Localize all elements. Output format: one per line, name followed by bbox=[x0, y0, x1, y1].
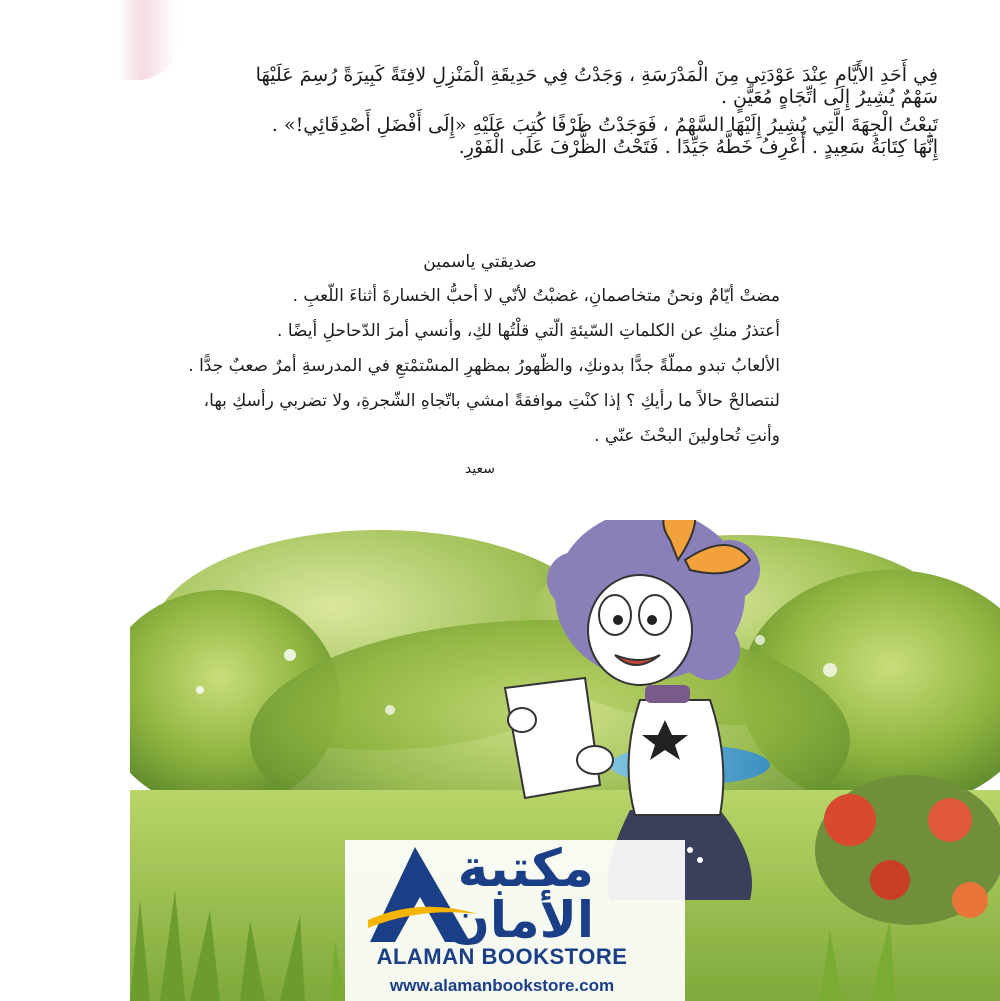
brand-arabic-line-2: الأمان bbox=[447, 891, 594, 949]
letter-line-1: مضتْ أيّامٌ ونحنُ متخاصمانِ، غضبْتُ لأنّي لا أحبُّ الخسارةَ أثناءَ اللّعبِ . bbox=[292, 286, 780, 306]
brand-url[interactable]: www.alamanbookstore.com bbox=[389, 976, 615, 995]
letter-line-3: الألعابُ تبدو مملّةً جدًّا بدونكِ، والظّهورُ بمظهرِ المسْتمْتعِ في المدرسةِ أمرٌ صعبٌ جدًّا . bbox=[188, 356, 780, 376]
brand-english-name: ALAMAN BOOKSTORE bbox=[376, 944, 628, 969]
letter bbox=[180, 252, 780, 477]
store-logo bbox=[352, 839, 652, 995]
story-line-3: تَبِعْتُ الْجِهَةَ الَّتِي يُشِيرُ إِلَيْهَا السَّهْمُ ، فَوَجَدْتُ ظَرْفًا كُتِبَ عَلَيْهِ «إِلَى أَفْضَلِ أَصْدِقَائِي!» . bbox=[271, 114, 938, 136]
story-line-4: إِنَّهَا كِتَابَةُ سَعِيدٍ . أَعْرِفُ خَطَّهُ جَيِّدًا . فَتَحْتُ الظَّرْفَ عَلَى الْفَوْرِ. bbox=[458, 136, 938, 158]
story-line-1: فِي أَحَدِ الأَيَّامِ عِنْدَ عَوْدَتِي مِنَ الْمَدْرَسَةِ ، وَجَدْتُ فِي حَدِيقَةِ الْمَنْزِلِ لافِتَةً كَبِيرَةً رُسِمَ عَلَيْهَا bbox=[255, 64, 938, 86]
letter-signature: سعيد bbox=[464, 461, 496, 477]
story-text bbox=[138, 64, 938, 164]
brand-arabic-line-1: مكتبة bbox=[457, 839, 594, 899]
letter-line-5: وأنتِ تُحاولينَ البحْثَ عنّي . bbox=[594, 426, 780, 446]
letter-greeting: صديقتي ياسمين bbox=[423, 252, 537, 272]
letter-line-4: لنتصالحْ حالاً ما رأيكِ ؟ إذا كنْتِ موافقةً امشي باتّجاهِ الشّجرةِ، ولا تضربي رأسكِ بها، bbox=[203, 391, 780, 411]
story-line-2: سَهْمٌ يُشِيرُ إِلَى اتِّجَاهٍ مُعَيَّنٍ . bbox=[720, 86, 938, 108]
letter-line-2: أعتذرُ منكِ عن الكلماتِ السّيئةِ الّتي قلْتُها لكِ، وأنسي أمرَ الدّحاحلِ أيضًا . bbox=[277, 321, 780, 341]
